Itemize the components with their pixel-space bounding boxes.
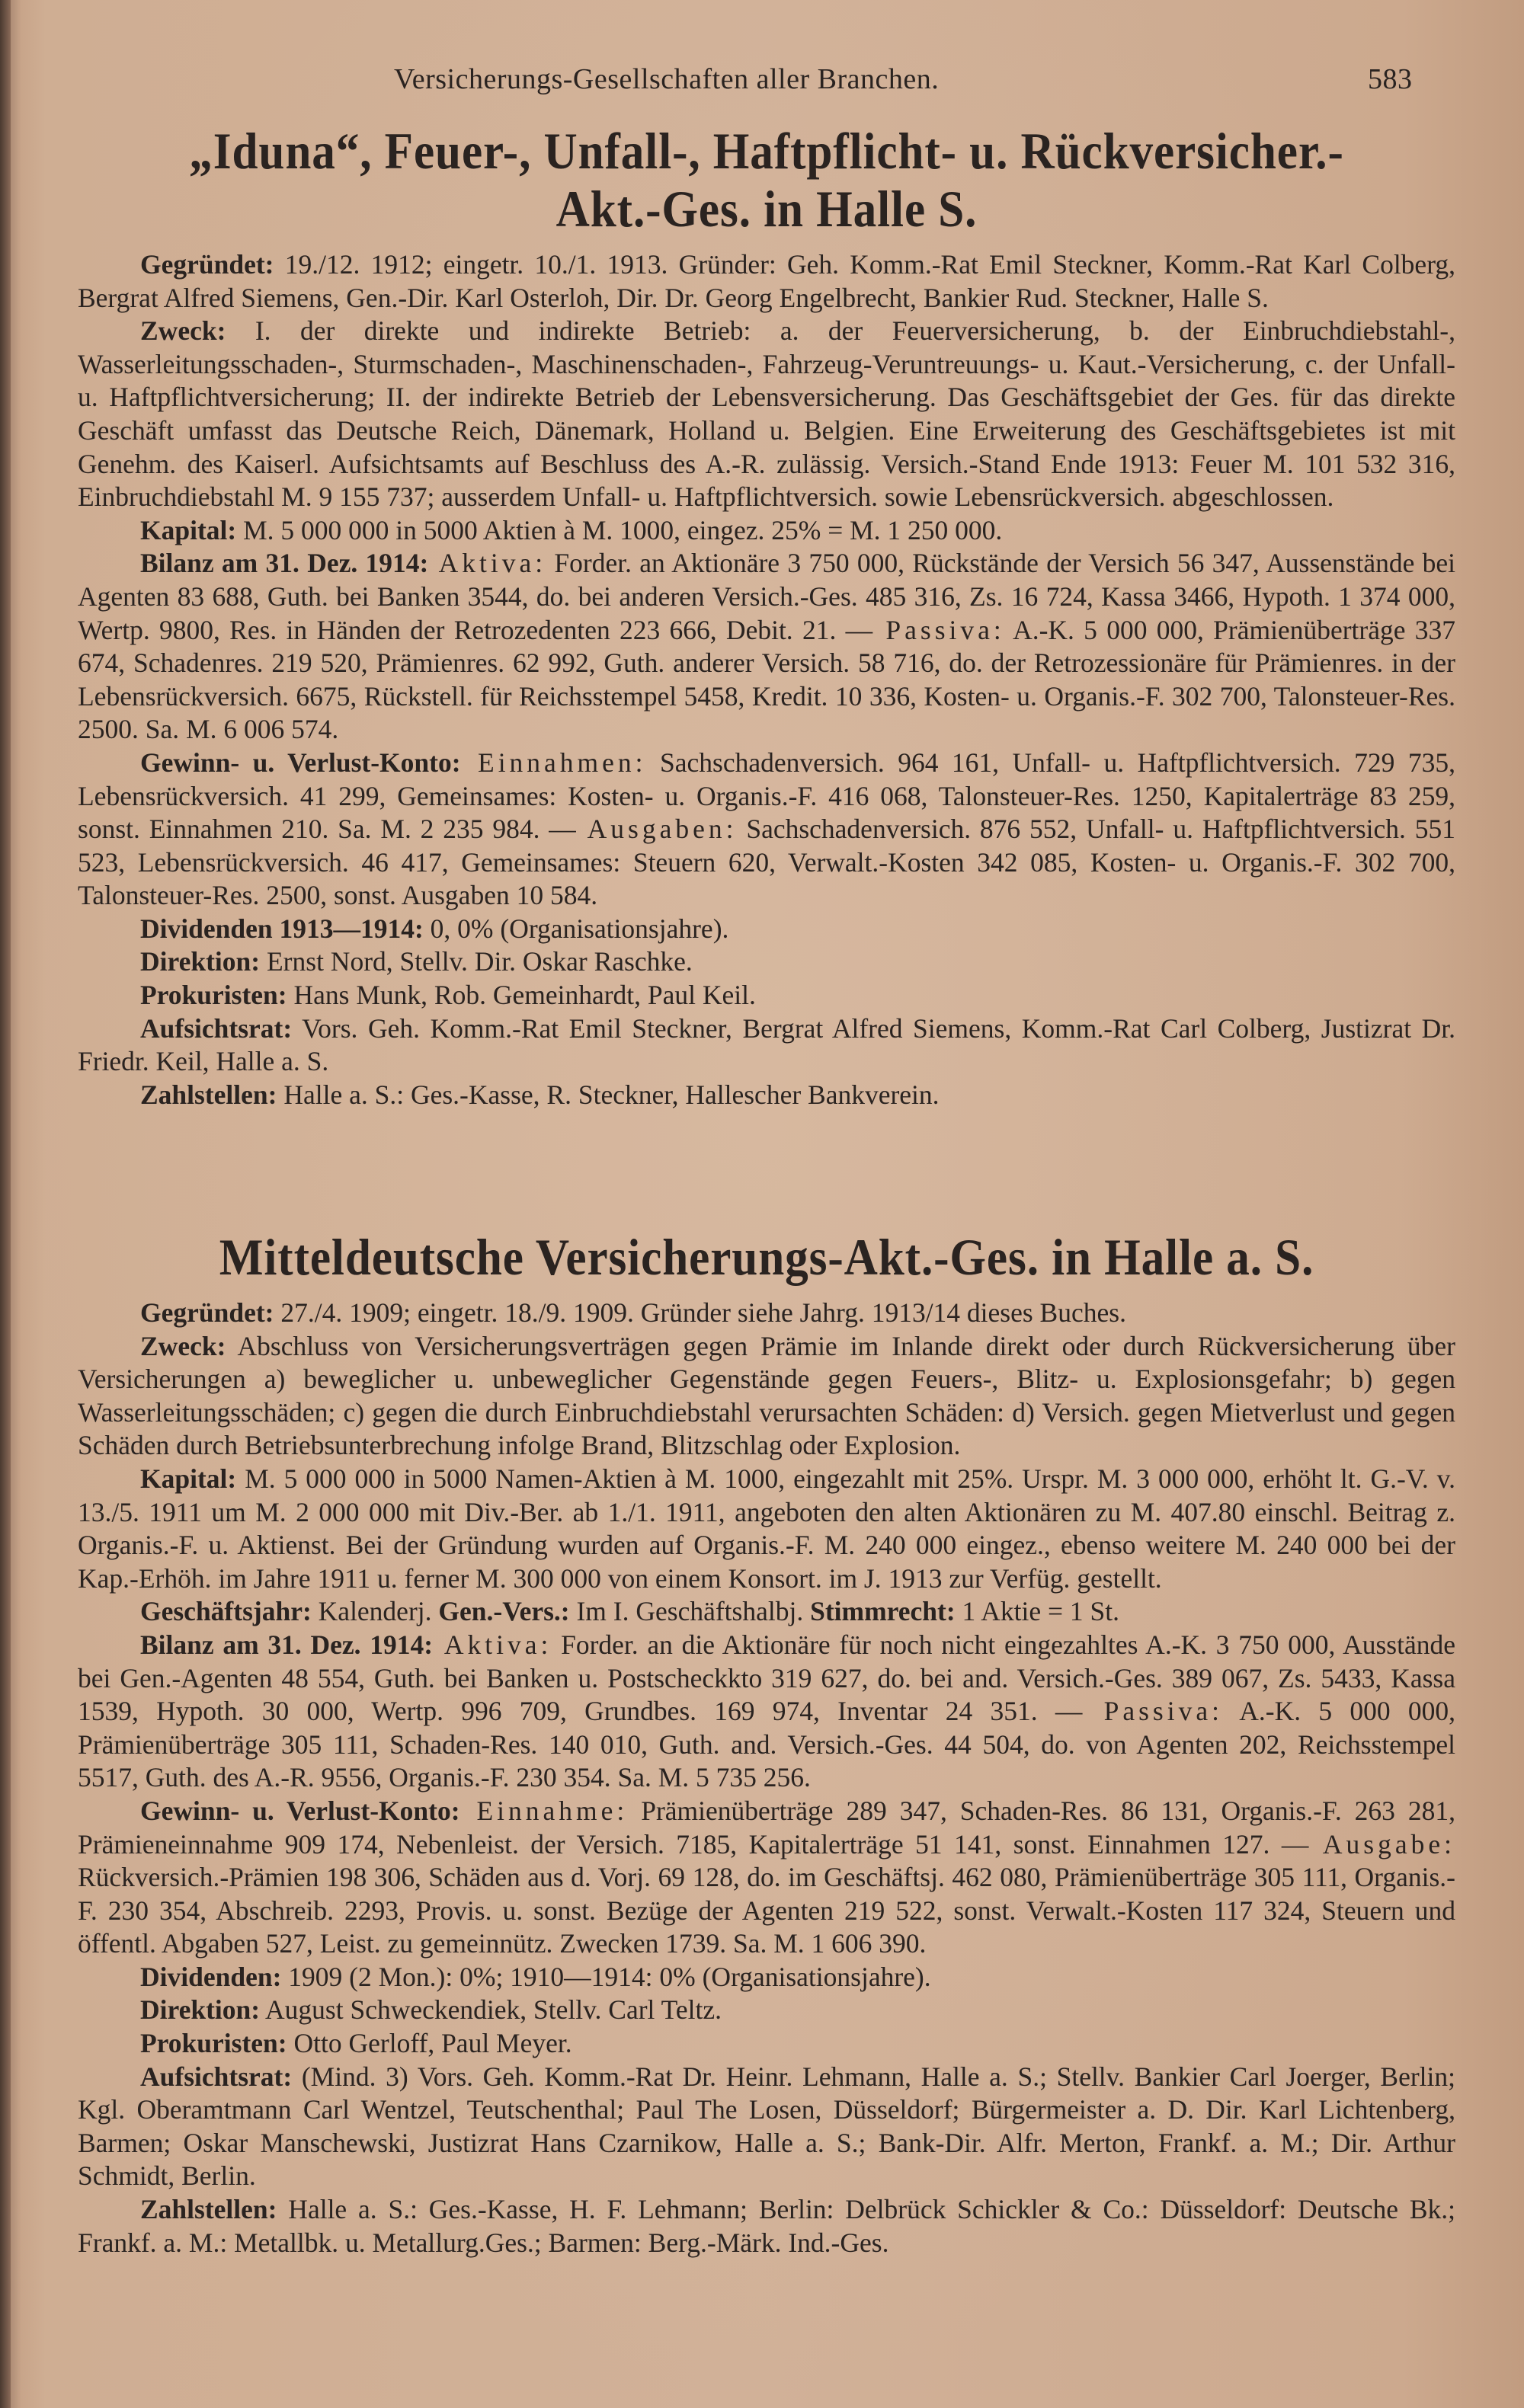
section-prokuristen — [78, 979, 1455, 1012]
section-gegruendet — [78, 1297, 1455, 1330]
section-direktion — [78, 945, 1455, 979]
book-spine-shadow — [0, 0, 11, 2408]
section-text: M. 5 000 000 in 5000 Aktien à M. 1000, eingez. 25% = M. 1 250 000. — [236, 514, 1003, 545]
section-einnahmen-label: Einnahmen: — [460, 747, 647, 778]
section-label: Dividenden 1913—1914: — [140, 913, 424, 944]
section-text: Kalenderj. — [311, 1596, 439, 1627]
section-text-2: Im I. Geschäftshalbj. — [569, 1596, 811, 1627]
section-text: Prämienüberträge 289 347, Schaden-Res. 86 131, Organis.-F. 263 281, Prämieneinnahme 909 174, Nebenleist. der Versich. 7185, Kapitalerträge 51 141, sonst. Einnahmen 127. — — [78, 1795, 1455, 1860]
company-title — [146, 122, 1386, 238]
section-aktiva-label: Aktiva: — [433, 1629, 552, 1660]
section-label: Zahlstellen: — [140, 2194, 277, 2225]
section-text: Hans Munk, Rob. Gemeinhardt, Paul Keil. — [287, 980, 756, 1011]
section-label: Zweck: — [140, 1330, 226, 1361]
section-label: Bilanz am 31. Dez. 1914: — [140, 1629, 434, 1660]
section-aufsichtsrat — [78, 2061, 1455, 2193]
section-label: Aufsichtsrat: — [140, 1012, 293, 1044]
section-bilanz — [78, 1629, 1455, 1795]
section-label: Zahlstellen: — [140, 1079, 277, 1110]
section-aufsichtsrat — [78, 1012, 1455, 1079]
section-text: 1909 (2 Mon.): 0%; 1910—1914: 0% (Organisationsjahre). — [281, 1961, 931, 1992]
section-ausgabe-label: Ausgabe: — [1308, 1828, 1455, 1860]
company-title — [146, 1228, 1386, 1286]
section-gegruendet — [78, 248, 1455, 315]
section-label: Aufsichtsrat: — [140, 2061, 293, 2092]
section-text-2: Sachschadenversich. 876 552, Unfall- u. Haftpflichtversich. 551 523, Lebensrückversich. 46 417, Gemeinsames: Steuern 620, Verwalt.-Kosten 342 085, Kosten- u. Organis.-F. 302 700, Talonsteuer-Res. 2500, sonst. Ausgaben 10 584. — [78, 814, 1455, 911]
section-label: Gewinn- u. Verlust-Konto: — [140, 1795, 460, 1826]
section-label: Prokuristen: — [140, 2028, 287, 2059]
section-einnahme-label: Einnahme: — [459, 1795, 629, 1826]
section-zahlstellen — [78, 2193, 1455, 2259]
section-label: Dividenden: — [140, 1961, 282, 1992]
company-title-line-1: „Iduna“, Feuer-, Unfall-, Haftpflicht- u. Rückversicher.- — [189, 122, 1344, 180]
section-dividenden — [78, 913, 1455, 946]
page-number: 583 — [1368, 63, 1413, 95]
section-geschaeftsjahr — [78, 1595, 1455, 1629]
section-label: Gegründet: — [140, 249, 274, 280]
section-label: Gewinn- u. Verlust-Konto: — [140, 747, 461, 778]
section-label: Bilanz am 31. Dez. 1914: — [140, 548, 429, 579]
company-entry-mitteldeutsche — [78, 1228, 1455, 2259]
section-text: Forder. an die Aktionäre für noch nicht eingezahltes A.-K. 3 750 000, Ausstände bei Gen.-Agenten 48 554, Guth. bei Banken u. Postscheckkto 319 627, do. bei and. Versich.-Ges. 389 067, Zs. 5433, Kassa 1539, Hypoth. 30 000, Wertp. 996 709, Grundbes. 169 974, Inventar 24 351. — — [78, 1629, 1455, 1727]
section-kapital — [78, 1463, 1455, 1595]
section-direktion — [78, 1994, 1455, 2027]
section-kapital — [78, 514, 1455, 548]
section-label: Kapital: — [140, 514, 237, 545]
section-label: Prokuristen: — [140, 980, 287, 1011]
section-text: 0, 0% (Organisationsjahre). — [423, 913, 729, 944]
section-text-2: A.-K. 5 000 000, Prämienüberträge 305 111, Schaden-Res. 140 010, Guth. and. Versich.-Ges. 44 504, do. von Agenten 202, Reichsstempel 5517, Guth. des A.-R. 9556, Organis.-F. 230 354. Sa. M. 5 735 256. — [78, 1696, 1456, 1793]
section-label: Zweck: — [140, 315, 226, 347]
section-aktiva-label: Aktiva: — [428, 548, 547, 579]
section-zweck — [78, 1330, 1455, 1463]
section-text: Abschluss von Versicherungsverträgen gegen Prämie im Inlande direkt oder durch Rückversicherung über Versicherungen a) beweglicher u. unbeweglicher Gegenstände gegen Feuers-, Blitz- u. Explosionsgefahr; b) gegen Wasserleitungsschäden; c) gegen die durch Einbruchdiebstahl verursachten Schäden: d) Versich. gegen Mietverlust und gegen Schäden durch Betriebsunterbrechung infolge Brand, Blitzschlag oder Explosion. — [78, 1330, 1455, 1461]
section-text: Vors. Geh. Komm.-Rat Emil Steckner, Bergrat Alfred Siemens, Komm.-Rat Carl Colberg, Justizrat Dr. Friedr. Keil, Halle a. S. — [78, 1012, 1455, 1077]
section-text: Halle a. S.: Ges.-Kasse, R. Steckner, Hallescher Bankverein. — [277, 1079, 940, 1110]
section-gewinn-verlust — [78, 747, 1455, 913]
section-text-3: 1 Aktie = 1 St. — [955, 1596, 1119, 1627]
section-zweck — [78, 315, 1455, 514]
running-head-title: Versicherungs-Gesellschaften aller Branchen. — [394, 63, 940, 95]
section-passiva-label: Passiva: — [872, 614, 1005, 645]
section-text: Ernst Nord, Stellv. Dir. Oskar Raschke. — [260, 946, 693, 977]
section-text: Otto Gerloff, Paul Meyer. — [287, 2028, 572, 2059]
section-text: 19./12. 1912; eingetr. 10./1. 1913. Gründer: Geh. Komm.-Rat Emil Steckner, Komm.-Rat Karl Colberg, Bergrat Alfred Siemens, Gen.-Dir. Karl Osterloh, Dir. Dr. Georg Engelbrecht, Bankier Rud. Steckner, Halle S. — [78, 249, 1455, 313]
section-ausgaben-label: Ausgaben: — [575, 814, 738, 845]
section-label-stimmrecht: Stimmrecht: — [810, 1596, 956, 1627]
section-text: M. 5 000 000 in 5000 Namen-Aktien à M. 1000, eingezahlt mit 25%. Urspr. M. 3 000 000, erhöht lt. G.-V. v. 13./5. 1911 um M. 2 000 000 mit Div.-Ber. ab 1./1. 1911, angeboten den alten Aktionären zu M. 407.80 einschl. Beitrag z. Organis.-F. u. Aktienst. Bei der Gründung wurden auf Organis.-F. M. 240 000 eingez., ebenso weitere M. 240 000 bei der Kap.-Erhöh. im Jahre 1911 u. ferner M. 300 000 von einem Konsort. im J. 1913 zur Verfüg. gestellt. — [78, 1463, 1455, 1594]
section-text: I. der direkte und indirekte Betrieb: a. der Feuerversicherung, b. der Einbruchdiebstahl-, Wasserleitungsschaden-, Sturmschaden-, Maschinenschaden-, Fahrzeug-Veruntreuungs- u. Kaut.-Versicherung, c. der Unfall- u. Haftpflichtversicherung; II. der indirekte Betrieb der Lebensversicherung. Das Geschäftsgebiet der Ges. für das direkte Geschäft umfasst das Deutsche Reich, Dänemark, Holland u. Belgien. Eine Erweiterung des Geschäftsgebietes ist mit Genehm. des Kaiserl. Aufsichtsamts auf Beschluss des A.-R. zulässig. Versich.-Stand Ende 1913: Feuer M. 101 532 316, Einbruchdiebstahl M. 9 155 737; ausserdem Unfall- u. Haftpflichtversich. sowie Lebensrückversich. abgeschlossen. — [78, 315, 1455, 513]
section-dividenden — [78, 1961, 1455, 1994]
section-label: Geschäftsjahr: — [140, 1596, 312, 1627]
section-text-2: A.-K. 5 000 000, Prämienüberträge 337 674, Schadenres. 219 520, Prämienres. 62 992, Guth. anderer Versich. 58 716, do. der Retrozessionäre für Prämienres. in der Lebensrückversich. 6675, Rückstell. für Reichsstempel 5458, Kredit. 10 336, Kosten- u. Organis.-F. 302 700, Talonsteuer-Res. 2500. Sa. M. 6 006 574. — [78, 614, 1455, 745]
section-label: Direktion: — [140, 946, 261, 977]
section-label: Kapital: — [140, 1463, 237, 1494]
section-passiva-label: Passiva: — [1082, 1696, 1223, 1727]
section-text: 27./4. 1909; eingetr. 18./9. 1909. Gründer siehe Jahrg. 1913/14 dieses Buches. — [274, 1297, 1126, 1328]
company-entry-iduna — [78, 122, 1455, 1111]
company-title-line-2: Akt.-Ges. in Halle S. — [555, 180, 978, 238]
section-label: Direktion: — [140, 1994, 261, 2026]
section-label-gen-vers: Gen.-Vers.: — [438, 1596, 570, 1627]
section-gewinn-verlust — [78, 1795, 1455, 1961]
section-label: Gegründet: — [140, 1297, 274, 1328]
section-text: Forder. an Aktionäre 3 750 000, Rückstände der Versich 56 347, Aussenstände bei Agenten 83 688, Guth. bei Banken 3544, do. bei anderen Versich.-Ges. 485 316, Zs. 16 724, Kassa 3466, Hypoth. 1 374 000, Wertp. 9800, Res. in Händen der Retrozedenten 223 666, Debit. 21. — — [78, 548, 1455, 645]
section-text: (Mind. 3) Vors. Geh. Komm.-Rat Dr. Heinr. Lehmann, Halle a. S.; Stellv. Bankier Carl Joerger, Berlin; Kgl. Oberamtmann Carl Wentzel, Teutschenthal; Paul The Losen, Düsseldorf; Bürgermeister a. D. Dir. Karl Lichtenberg, Barmen; Oskar Manschewski, Justizrat Hans Czarnikow, Halle a. S.; Bank-Dir. Alfr. Merton, Frankf. a. M.; Dir. Arthur Schmidt, Berlin. — [78, 2061, 1455, 2192]
section-zahlstellen — [78, 1079, 1455, 1112]
section-prokuristen — [78, 2027, 1455, 2061]
company-title-line-1: Mitteldeutsche Versicherungs-Akt.-Ges. in Halle a. S. — [219, 1228, 1314, 1286]
section-bilanz — [78, 547, 1455, 747]
section-text: Sachschadenversich. 964 161, Unfall- u. Haftpflichtversich. 729 735, Lebensrückversich. 41 299, Gemeinsames: Kosten- u. Organis.-F. 416 068, Talonsteuer-Res. 1250, Kapitalerträge 83 259, sonst. Einnahmen 210. Sa. M. 2 235 984. — — [78, 747, 1455, 845]
section-text: Halle a. S.: Ges.-Kasse, H. F. Lehmann; Berlin: Delbrück Schickler & Co.: Düsseldorf: Deutsche Bk.; Frankf. a. M.: Metallbk. u. Metallurg.Ges.; Barmen: Berg.-Märk. Ind.-Ges. — [78, 2194, 1455, 2258]
section-text: August Schweckendiek, Stellv. Carl Teltz. — [260, 1994, 722, 2026]
running-head — [0, 62, 1524, 101]
section-text-2: Rückversich.-Prämien 198 306, Schäden aus d. Vorj. 69 128, do. im Geschäftsj. 462 080, Prämienüberträge 305 111, Organis.-F. 230 354, Abschreib. 2293, Provis. u. sonst. Bezüge der Agenten 219 522, sonst. Verwalt.-Kosten 117 324, Steuern und öffentl. Abgaben 527, Leist. zu gemeinnütz. Zwecken 1739. Sa. M. 1 606 390. — [78, 1862, 1455, 1959]
